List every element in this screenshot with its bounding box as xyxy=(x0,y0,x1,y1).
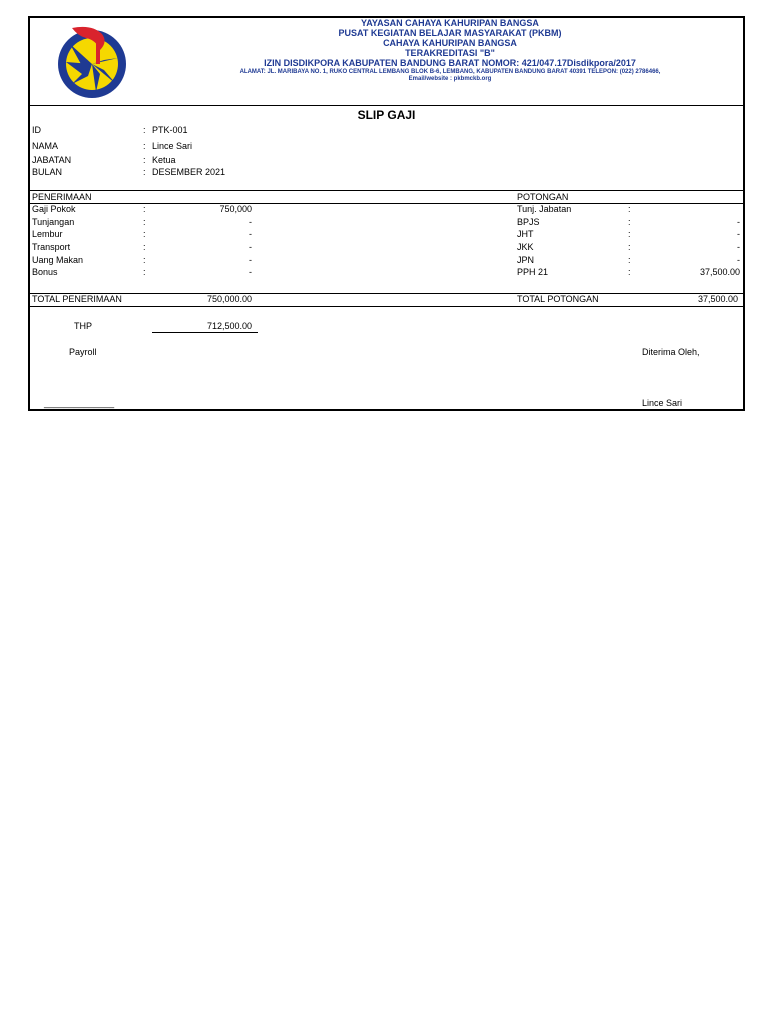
total-deductions-value: 37,500.00 xyxy=(697,294,738,304)
earnings-label: Bonus xyxy=(32,267,58,277)
thp-underline xyxy=(152,332,258,333)
org-name-line: CAHAYA KAHURIPAN BANGSA xyxy=(383,38,517,48)
earnings-heading: PENERIMAAN xyxy=(32,192,92,202)
deduction-label: JPN xyxy=(517,255,535,265)
deduction-value: 37,500.00 xyxy=(699,267,740,277)
earnings-label: Tunjangan xyxy=(32,217,75,227)
month-value: DESEMBER 2021 xyxy=(152,167,226,177)
thp-value: 712,500.00 xyxy=(206,321,252,331)
divider xyxy=(30,190,743,191)
name-label: NAMA xyxy=(32,141,59,151)
colon: : xyxy=(143,141,146,151)
org-name-line: PUSAT KEGIATAN BELAJAR MASYARAKAT (PKBM) xyxy=(338,28,562,38)
address-line: ALAMAT: JL. MARIBAYA NO. 1, RUKO CENTRAL LEMBANG BLOK B-6, LEMBANG, KABUPATEN BANDUNG BARAT 40391 TELEPON: (022) 2786466, xyxy=(239,69,661,75)
slip-header xyxy=(30,18,743,106)
email-line: Email/website : pkbmckb.org xyxy=(408,76,492,82)
id-label: ID xyxy=(32,125,41,135)
colon: : xyxy=(628,229,631,239)
total-deductions-label: TOTAL POTONGAN xyxy=(517,294,599,304)
earnings-value: - xyxy=(249,217,252,227)
slip-title: SLIP GAJI xyxy=(357,108,416,122)
month-label: BULAN xyxy=(32,167,63,177)
colon: : xyxy=(143,125,146,135)
earnings-label: Uang Makan xyxy=(32,255,84,265)
colon: : xyxy=(628,267,631,277)
total-earnings-value: 750,000.00 xyxy=(206,294,252,304)
deduction-label: PPH 21 xyxy=(517,267,549,277)
colon: : xyxy=(628,255,631,265)
earnings-label: Transport xyxy=(32,242,71,252)
org-name-line: YAYASAN CAHAYA KAHURIPAN BANGSA xyxy=(361,18,539,28)
payroll-label: Payroll xyxy=(69,347,97,357)
deduction-value: - xyxy=(737,217,740,227)
total-earnings-label: TOTAL PENERIMAAN xyxy=(32,294,122,304)
payroll-signature-line: ______________ xyxy=(44,398,115,408)
deduction-label: Tunj. Jabatan xyxy=(517,204,572,214)
thp-label: THP xyxy=(74,321,92,331)
deduction-label: JKK xyxy=(517,242,534,252)
pkbm-logo xyxy=(52,22,132,100)
colon: : xyxy=(143,167,146,177)
permit-line: IZIN DISDIKPORA KABUPATEN BANDUNG BARAT NOMOR: 421/047.17Disdikpora/2017 xyxy=(264,58,636,68)
colon: : xyxy=(143,242,146,252)
colon: : xyxy=(628,204,631,214)
colon: : xyxy=(143,204,146,214)
colon: : xyxy=(143,229,146,239)
colon: : xyxy=(143,255,146,265)
colon: : xyxy=(143,155,146,165)
earnings-label: Gaji Pokok xyxy=(32,204,76,214)
earnings-label: Lembur xyxy=(32,229,63,239)
earnings-value: - xyxy=(249,255,252,265)
colon: : xyxy=(628,242,631,252)
divider xyxy=(30,306,743,307)
deduction-label: BPJS xyxy=(517,217,540,227)
recipient-name: Lince Sari xyxy=(642,398,683,408)
deduction-value: - xyxy=(737,242,740,252)
position-label: JABATAN xyxy=(32,155,72,165)
deduction-label: JHT xyxy=(517,229,534,239)
deduction-value: - xyxy=(737,255,740,265)
id-value: PTK-001 xyxy=(152,125,188,135)
divider xyxy=(30,203,743,204)
position-value: Ketua xyxy=(152,155,176,165)
earnings-value: - xyxy=(249,242,252,252)
accreditation-line: TERAKREDITASI "B" xyxy=(405,48,495,58)
earnings-value: 750,000 xyxy=(219,204,252,214)
colon: : xyxy=(628,217,631,227)
deductions-heading: POTONGAN xyxy=(517,192,569,202)
received-by-label: Diterima Oleh, xyxy=(642,347,700,357)
salary-slip xyxy=(28,16,745,411)
name-value: Lince Sari xyxy=(152,141,193,151)
earnings-value: - xyxy=(249,267,252,277)
deduction-value: - xyxy=(737,229,740,239)
divider xyxy=(30,293,743,294)
colon: : xyxy=(143,217,146,227)
earnings-value: - xyxy=(249,229,252,239)
colon: : xyxy=(143,267,146,277)
